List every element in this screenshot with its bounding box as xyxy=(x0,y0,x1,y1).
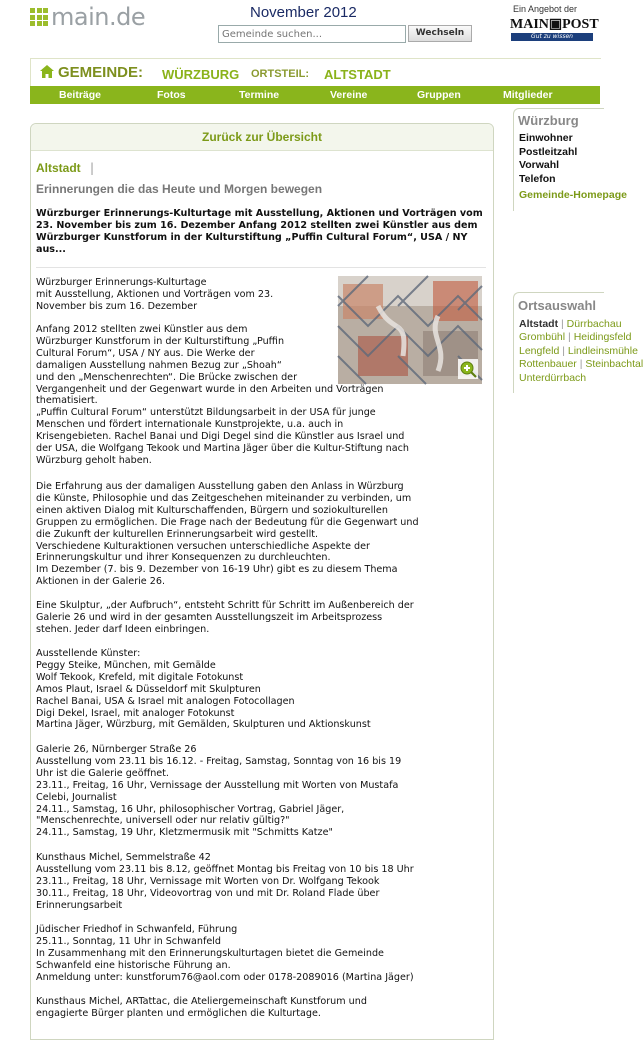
ort-link[interactable]: Steinbachtal xyxy=(585,358,643,370)
info-telefon: Telefon xyxy=(519,173,556,185)
body-paragraph-3: Die Erfahrung aus der damaligen Ausstellung gaben den Anlass in Würzburg die Künste, Philosophie und das Zeitgeschehen miteinander zu verbinden, um einen aktiven Dialog mit Kulturschaffenden, Bürgern und soziokulturellen Gruppen zu ermöglichen. Die Frage nach der Bedeutung für die Gegenwart und die Zukunft der kulturellen Erinnerungsarbeit wird gestellt. Verschiedene Kulturaktionen versuchen unterschiedliche Aspekte der Erinnerungskultur und ihrer Konsequenzen zu durchleuchten. Im Dezember (7. bis 9. Dezember von 16-19 Uhr) gibt es zu diesem Thema Aktionen in der Galerie 26. xyxy=(36,481,419,588)
gemeinde-city-link[interactable]: WÜRZBURG xyxy=(162,67,240,82)
article-lead: Würzburger Erinnerungs-Kulturtage mit Ausstellung, Aktionen und Vorträgen vom 23. November bis zum 16. Dezember Anfang 2012 stellten zwei Künstler aus dem Würzburger Kunstforum in der Kulturstiftung „Puffin Cultural Forum“, USA / NY aus... xyxy=(36,208,483,255)
article-title: Erinnerungen die das Heute und Morgen bewegen xyxy=(36,182,323,196)
ort-row xyxy=(519,372,586,384)
info-vorwahl: Vorwahl xyxy=(519,159,560,171)
ort-row: Grombühl | Heidingsfeld xyxy=(519,331,632,343)
body-paragraph-5: Ausstellende Künster: Peggy Steike, München, mit Gemälde Wolf Tekook, Krefeld, mit digitale Fotokunst Amos Plaut, Israel & Düsseldorf mit Skulpturen Rachel Banai, USA & Israel mit analogen Fotocollagen Digi Dekel, Israel, mit analoger Fotokunst Martina Jäger, Würzburg, mit Gemälden, Skulpturen und Aktionskunst xyxy=(36,648,371,731)
nav-mitglieder[interactable]: Mitglieder xyxy=(503,89,553,101)
body-paragraph-4: Eine Skulptur, „der Aufbruch“, entsteht Schritt für Schritt im Außenbereich der Galerie 26 und wird in der gesamten Ausstellungszeit im Arbeitsprozess stehen. Jeder darf Ideen einbringen. xyxy=(36,600,414,635)
wechseln-button[interactable]: Wechseln xyxy=(408,25,472,42)
ortsteil-link[interactable]: ALTSTADT xyxy=(324,67,391,82)
gemeinde-homepage-link[interactable]: Gemeinde-Homepage xyxy=(519,189,627,201)
mainpost-logo[interactable]: MAIN▣POST xyxy=(510,17,599,32)
breadcrumb-altstadt[interactable]: Altstadt xyxy=(36,161,81,175)
ort-row: Lengfeld | Lindleinsmühle xyxy=(519,345,638,357)
body-paragraph-9: Kunsthaus Michel, ARTattac, die Ateliergemeinschaft Kunstforum und engagierte Bürger planten und ermöglichen die Kulturtage. xyxy=(36,996,367,1019)
body-paragraph-7: Kunsthaus Michel, Semmelstraße 42 Ausstellung vom 23.11 bis 8.12, geöffnet Montag bis Freitag von 10 bis 18 Uhr 23.11., Freitag, 18 Uhr, Vernissage mit Worten von Dr. Wolfgang Tekook 30.11., Freitag, 18 Uhr, Videovortrag von und mit Dr. Roland Flade über Erinnerungsarbeit xyxy=(36,852,414,911)
ortsauswahl-title: Ortsauswahl xyxy=(518,298,597,313)
body-paragraph-1: Würzburger Erinnerungs-Kulturtage mit Ausstellung, Aktionen und Vorträgen vom 23. November bis zum 16. Dezember xyxy=(36,277,274,312)
ort-row: Altstadt | Dürrbachau xyxy=(519,318,622,330)
nav-gruppen[interactable]: Gruppen xyxy=(417,89,461,101)
breadcrumb-separator: | xyxy=(90,161,95,175)
ort-link[interactable]: Lengfeld xyxy=(519,345,560,357)
logo-dots-icon xyxy=(30,8,48,26)
gemeinde-search-input[interactable] xyxy=(218,25,406,43)
ort-link[interactable]: Heidingsfeld xyxy=(573,331,632,343)
ort-row: Rottenbauer | Steinbachtal xyxy=(519,358,643,370)
ort-link[interactable]: Unterdürrbach xyxy=(519,372,587,384)
nav-vereine[interactable]: Vereine xyxy=(330,89,368,101)
ort-altstadt-current: Altstadt xyxy=(519,318,559,330)
ort-link[interactable]: Dürrbachau xyxy=(566,318,622,330)
nav-fotos[interactable]: Fotos xyxy=(157,89,186,101)
ort-link[interactable]: Rottenbauer xyxy=(519,358,577,370)
current-month: November 2012 xyxy=(250,4,357,21)
home-icon[interactable] xyxy=(40,65,54,78)
ort-link[interactable]: Lindleinsmühle xyxy=(567,345,638,357)
ad-caption: Ein Angebot der xyxy=(513,4,578,14)
nav-termine[interactable]: Termine xyxy=(239,89,280,101)
body-paragraph-8: Jüdischer Friedhof in Schwanfeld, Führung 25.11., Sonntag, 11 Uhr in Schwanfeld In Zusammenhang mit den Erinnerungskulturtagen bietet die Gemeinde Schwanfeld eine historische Führung an. Anmeldung unter: kunstforum76@aol.com oder 0178-2089016 (Martina Jäger) xyxy=(36,924,414,983)
info-postleitzahl: Postleitzahl xyxy=(519,146,578,158)
body-paragraph-6: Galerie 26, Nürnberger Straße 26 Ausstellung vom 23.11 bis 16.12. - Freitag, Samstag, Sonntag von 16 bis 19 Uhr ist die Galerie geöffnet. 23.11., Freitag, 16 Uhr, Vernissage der Ausstellung mit Worten von Mustafa Celebi, Journalist 24.11., Samstag, 16 Uhr, philosophischer Vortrag, Gabriel Jäger, "Menschenrechte, universell oder nur relativ gültig?" 24.11., Samstag, 19 Uhr, Kletzmermusik mit "Schmitts Katze" xyxy=(36,744,402,839)
back-to-overview-link[interactable]: Zurück zur Übersicht xyxy=(201,130,323,144)
body-paragraph-2: Anfang 2012 stellten zwei Künstler aus dem Würzburger Kunstforum in der Kulturstiftung „Puffin Cultural Forum“, USA / NY aus. Die Werke der damaligen Ausstellung nahmen Bezug zur „Shoah“ und den „Menschenrechten“. Die Brücke zwischen der Vergangenheit und der Gegenwart wurde in den Arbeiten und Vorträgen thematisiert. „Puffin Cultural Forum“ unterstützt Bildungsarbeit in der USA für junge Menschen und fördert internationale Kunstprojekte, u.a. auch in Krisengebieten. Rachel Banai und Digi Degel sind die Künstler aus Israel und der USA, die Wolfgang Tekook und Martina Jäger über die Kultur-Stiftung nach Würzburg geholt haben. xyxy=(36,324,409,466)
ort-link[interactable]: Grombühl xyxy=(519,331,566,343)
city-info-title: Würzburg xyxy=(518,113,579,128)
ortsteil-label: ORTSTEIL: xyxy=(251,68,310,80)
nav-beitraege[interactable]: Beiträge xyxy=(59,89,102,101)
site-logo[interactable] xyxy=(30,4,145,30)
gemeinde-label: GEMEINDE: xyxy=(58,64,144,81)
mainpost-tagline: Gut zu wissen xyxy=(511,33,593,41)
logo-text: main.de xyxy=(51,3,146,31)
info-einwohner: Einwohner xyxy=(519,132,573,144)
divider xyxy=(36,267,486,268)
